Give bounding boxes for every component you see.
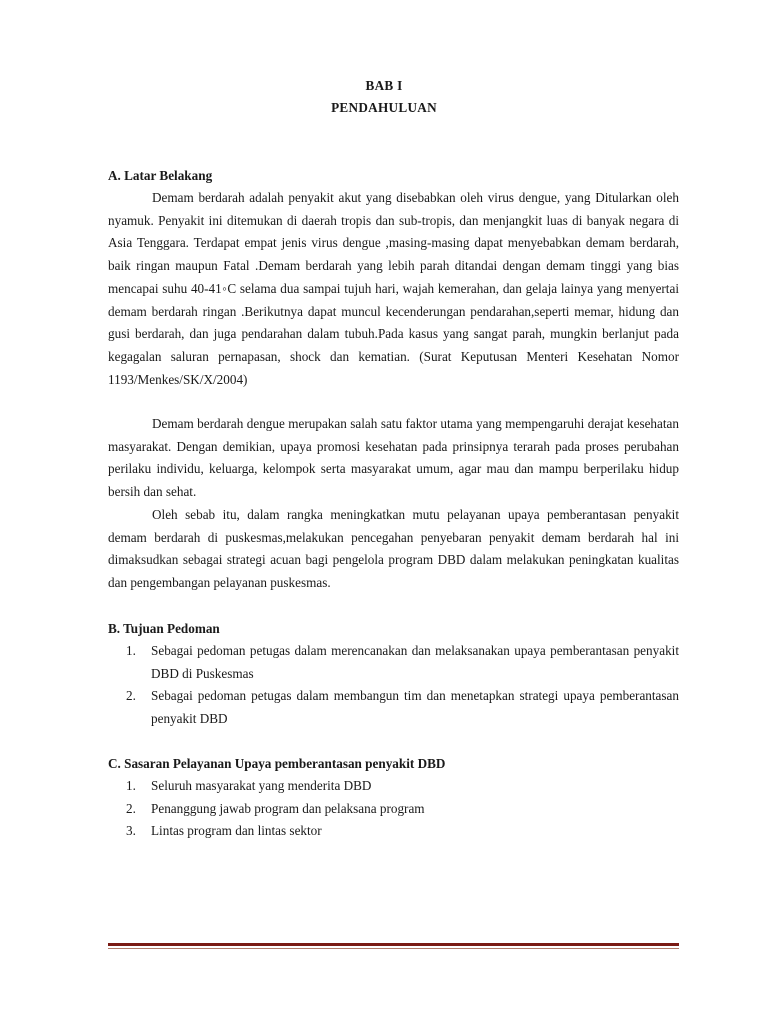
footer-rule-thin — [108, 948, 679, 949]
list-item-text: Sebagai pedoman petugas dalam membangun tim dan menetapkan strategi upaya pemberantasan penyakit DBD — [151, 688, 679, 727]
section-b-title: B. Tujuan Pedoman — [108, 621, 220, 636]
section-b-list — [108, 640, 679, 731]
list-item-number: 2. — [126, 688, 136, 704]
list-item — [108, 820, 679, 843]
section-c-list — [108, 775, 679, 843]
list-item-number: 1. — [126, 643, 136, 658]
list-item-number: 1. — [126, 778, 136, 793]
list-item — [108, 640, 679, 685]
list-item — [108, 685, 679, 730]
list-item-text: Penanggung jawab program dan pelaksana program — [151, 800, 425, 816]
footer-rule-thick — [108, 943, 679, 946]
list-item-number: 2. — [126, 800, 136, 816]
chapter-title: BAB I — [365, 78, 403, 93]
list-item-text: Seluruh masyarakat yang menderita DBD — [151, 778, 372, 793]
list-item — [108, 798, 679, 821]
chapter-subtitle: PENDAHULUAN — [331, 100, 437, 115]
list-item-text: Sebagai pedoman petugas dalam merencanakan dan melaksanakan upaya pemberantasan penyakit DBD di Puskesmas — [151, 643, 679, 681]
section-c-title: C. Sasaran Pelayanan Upaya pemberantasan penyakit DBD — [108, 756, 446, 771]
list-item-number: 3. — [126, 823, 136, 839]
list-item-text: Lintas program dan lintas sektor — [151, 823, 322, 839]
list-item — [108, 775, 679, 798]
section-a-title: A. Latar Belakang — [108, 168, 213, 183]
section-a-paragraph-1: Demam berdarah adalah penyakit akut yang disebabkan oleh virus dengue, yang Ditularkan oleh nyamuk. Penyakit ini ditemukan di daerah tropis dan sub-tropis, dan menjangkit luas di banyak negara di Asia Tenggara. Terdapat empat jenis virus dengue ,masing-masing dapat menyebabkan demam berdarah, baik ringan maupun Fatal .Demam berdarah yang lebih parah ditandai dengan demam tinggi yang bias mencapai suhu 40-41◦C selama dua sampai tujuh hari, wajah kemerahan, dan gelaja lainya yang menyertai demam berdarah ringan .Berikutnya dapat muncul kecenderungan pendarahan,seperti memar, hidung dan gusi berdarah, dan juga pendarahan dalam tubuh.Pada kasus yang sangat parah, mungkin berlanjut pada kegagalan saluran pernapasan, shock dan kematian. (Surat Keputusan Menteri Kesehatan Nomor 1193/Menkes/SK/X/2004) — [108, 190, 679, 387]
section-a-paragraph-3: Oleh sebab itu, dalam rangka meningkatkan mutu pelayanan upaya pemberantasan penyakit demam berdarah di puskesmas,melakukan pencegahan penyebaran penyakit demam berdarah hal ini dimaksudkan sebagai strategi acuan bagi pengelola program DBD dalam melakukan peningkatan kualitas dan pengembangan pelayanan puskesmas. — [108, 507, 679, 591]
section-a-paragraph-2: Demam berdarah dengue merupakan salah satu faktor utama yang mempengaruhi derajat kesehatan masyarakat. Dengan demikian, upaya promosi kesehatan pada prinsipnya terarah pada proses perubahan perilaku individu, keluarga, kelompok serta masyarakat umum, agar mau dan mampu berperilaku hidup bersih dan sehat. — [108, 416, 679, 500]
